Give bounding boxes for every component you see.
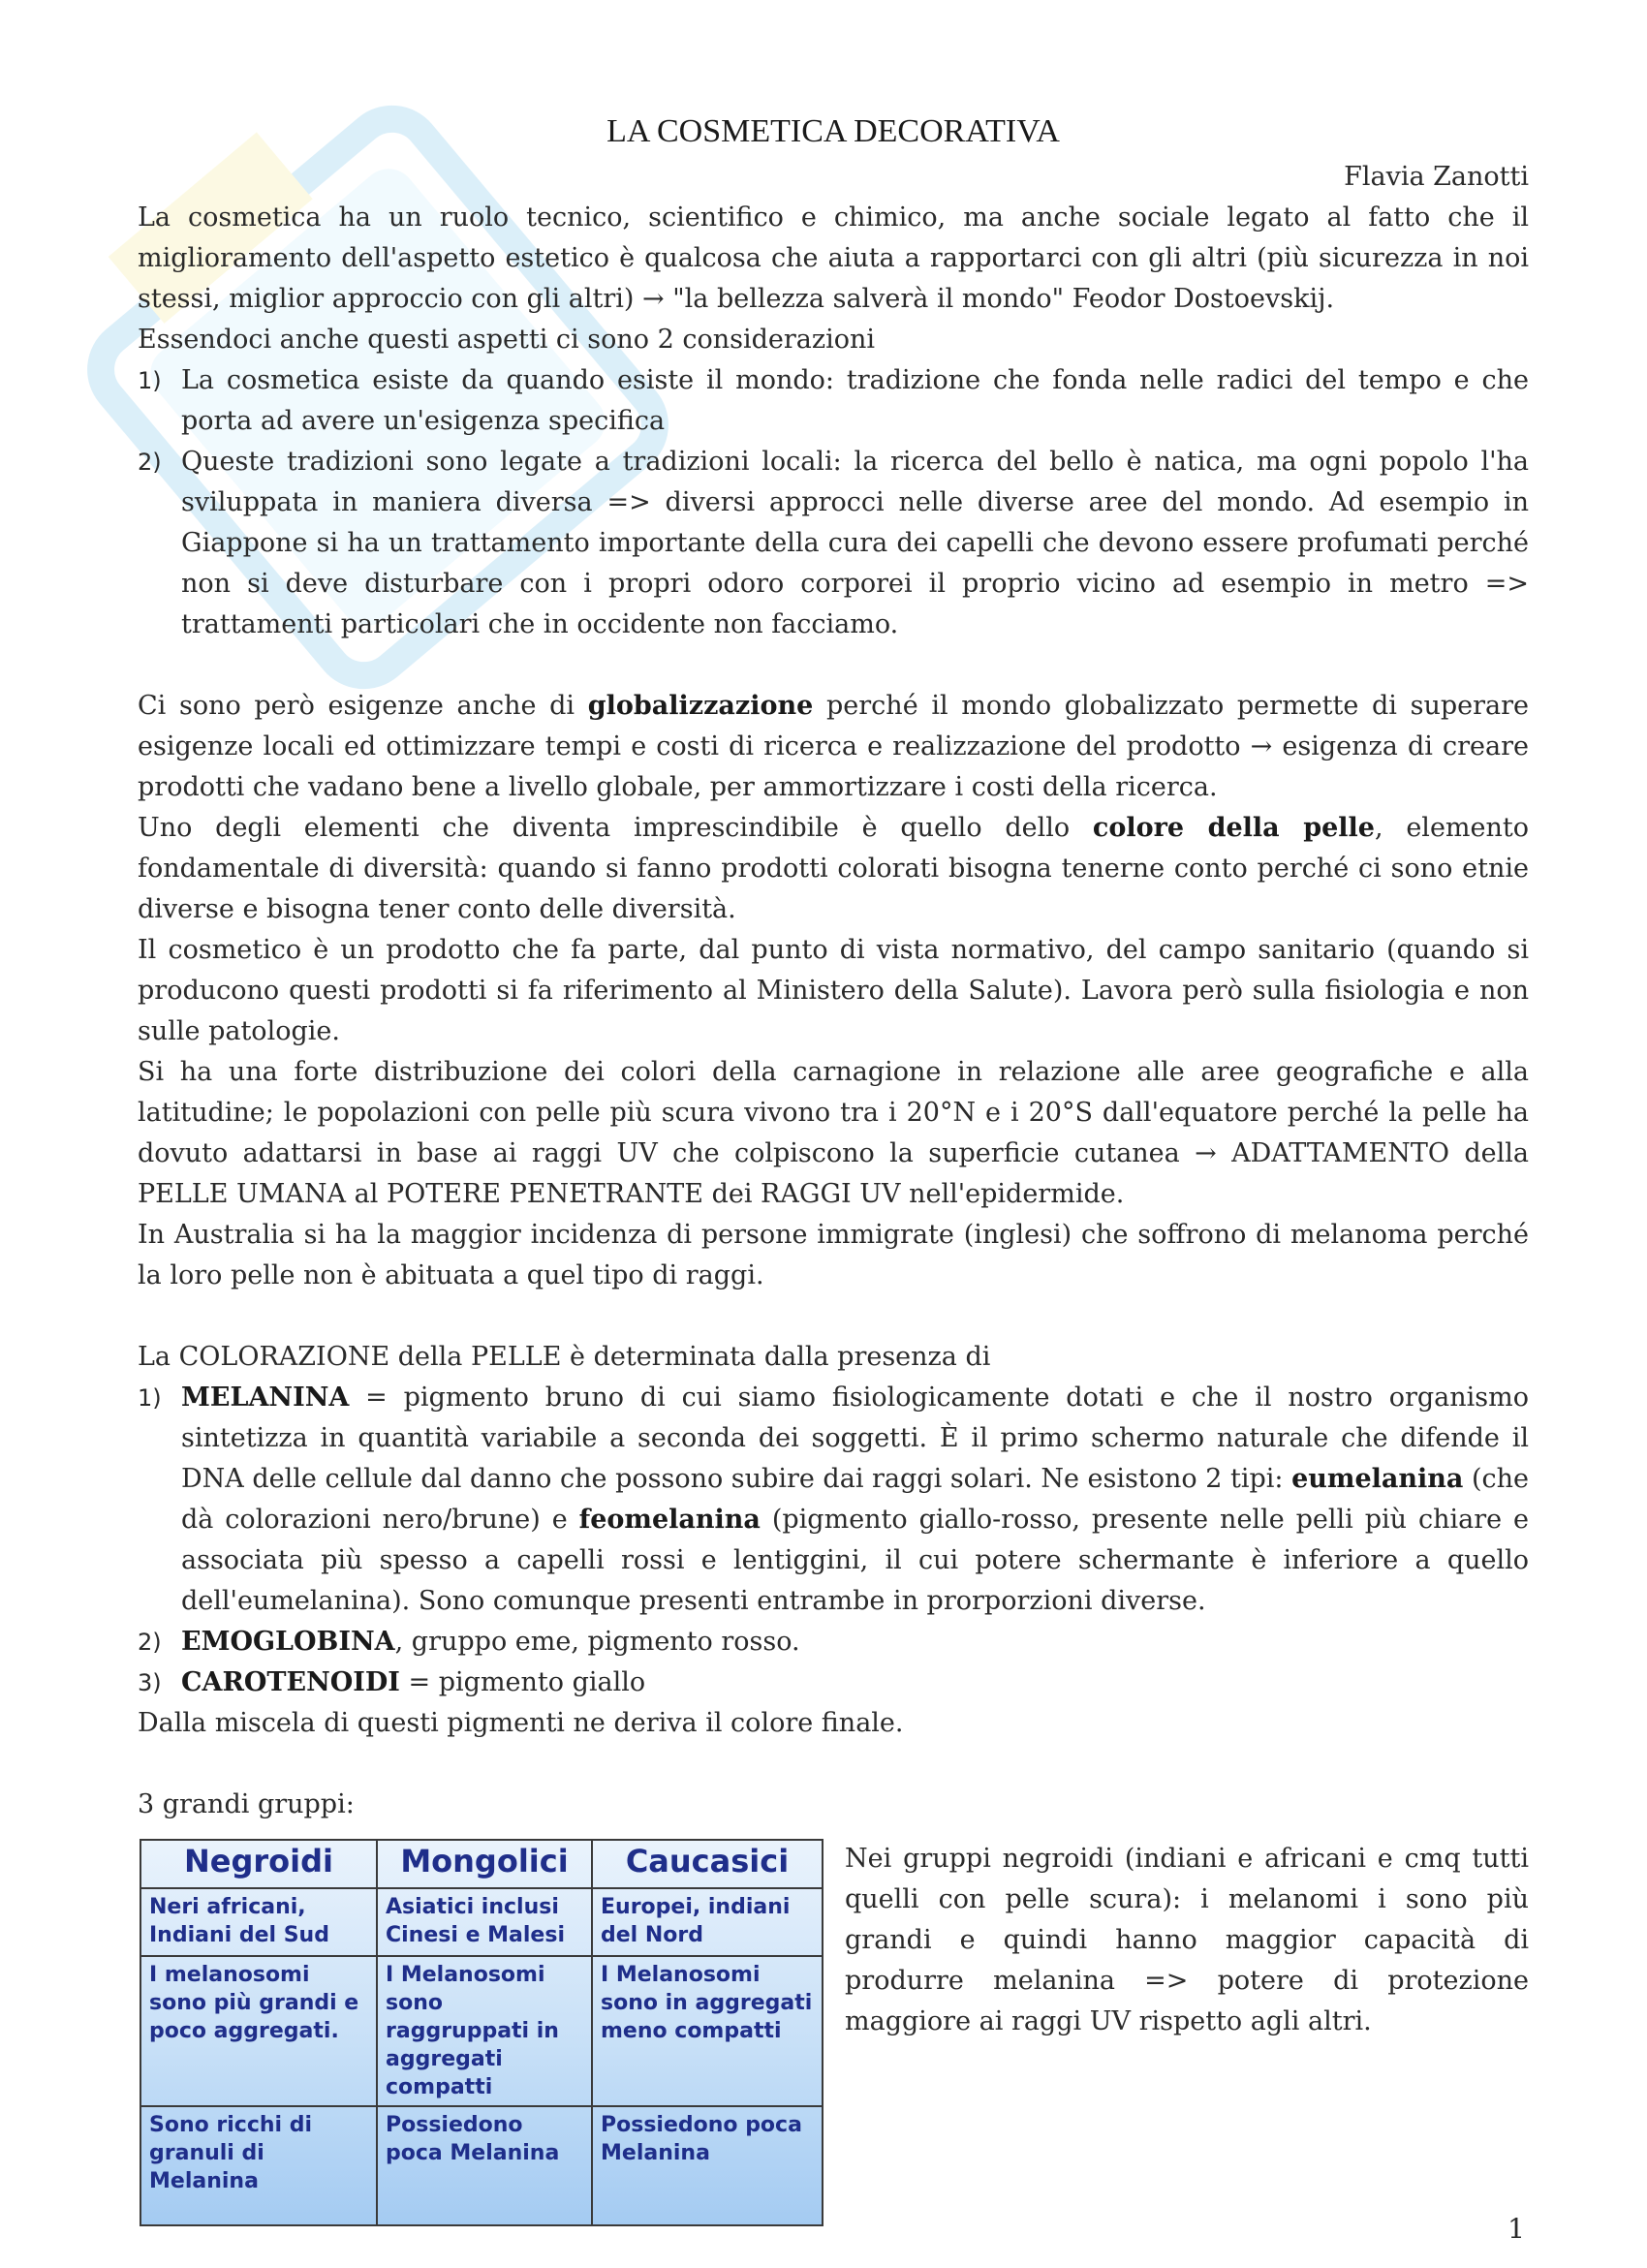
column-header: Mongolici	[377, 1840, 592, 1888]
bold-term: CAROTENOIDI	[181, 1667, 400, 1697]
table-row	[140, 1956, 823, 2106]
document-page	[138, 109, 1529, 2226]
table-row	[140, 2106, 823, 2225]
pigments-list	[138, 1378, 1529, 1703]
groups-table	[140, 1839, 824, 2226]
coloration-intro: La COLORAZIONE della PELLE è determinata dalla presenza di	[138, 1342, 991, 1372]
page-title: LA COSMETICA DECORATIVA	[606, 113, 1060, 149]
table-cell: Europei, indiani del Nord	[592, 1888, 823, 1956]
intro-paragraph: La cosmetica ha un ruolo tecnico, scientifico e chimico, ma anche sociale legato al fatto che il miglioramento dell'aspetto estetico è qualcosa che aiuta a rapportarci con gli altri (più sicurezza in noi stessi, miglior approccio con gli altri) → "la bellezza salverà il mondo" Feodor Dostoevskij.	[138, 202, 1529, 314]
bold-term: feomelanina	[578, 1505, 761, 1535]
table-cell: I Melanosomi sono raggruppati in aggregati compatti	[377, 1956, 592, 2106]
considerations-intro: Essendoci anche questi aspetti ci sono 2 considerazioni	[138, 325, 876, 355]
coloration-outro: Dalla miscela di questi pigmenti ne deriva il colore finale.	[138, 1708, 904, 1738]
list-item-text: Queste tradizioni sono legate a tradizioni locali: la ricerca del bello è natica, ma ogni popolo l'ha sviluppata in maniera diversa => diversi approcci nelle diverse aree del mondo. Ad esempio in Giappone si ha un trattamento importante della cura dei capelli che devono essere profumati perché non si deve disturbare con i propri odoro corporei il proprio vicino ad esempio in metro => trattamenti particolari che in occidente non facciamo.	[181, 447, 1529, 639]
list-item-text: La cosmetica esiste da quando esiste il mondo: tradizione che fonda nelle radici del tempo e che porta ad avere un'esigenza specifica	[181, 365, 1529, 436]
table-row	[140, 1888, 823, 1956]
table-cell: Asiatici inclusi Cinesi e Malesi	[377, 1888, 592, 1956]
list-number: 2)	[138, 449, 162, 476]
groups-side-text: Nei gruppi negroidi (indiani e africani e cmq tutti quelli con pelle scura): i melanomi i sono più grandi e quindi hanno maggior capacità di produrre melanina => potere di protezione maggiore ai raggi UV rispetto agli altri.	[845, 1844, 1529, 2036]
table-cell: Possiedono poca Melanina	[592, 2106, 823, 2225]
list-number: 1)	[138, 1384, 162, 1412]
table-header-row	[140, 1840, 823, 1888]
considerations-list	[138, 360, 1529, 645]
bold-term: globalizzazione	[587, 691, 814, 721]
table-cell: I Melanosomi sono in aggregati meno compatti	[592, 1956, 823, 2106]
list-item	[138, 442, 1529, 645]
bold-term: colore della pelle	[1092, 813, 1375, 843]
bold-term: eumelanina	[1291, 1464, 1464, 1494]
groups-section	[138, 1839, 1529, 2226]
table-cell: Sono ricchi di granuli di Melanina	[140, 2106, 377, 2225]
table-cell: I melanosomi sono più grandi e poco aggregati.	[140, 1956, 377, 2106]
groups-heading: 3 grandi gruppi:	[138, 1789, 355, 1819]
globalization-paragraph: Ci sono però esigenze anche di globalizzazione perché il mondo globalizzato permette di superare esigenze locali ed ottimizzare tempi e costi di ricerca e realizzazione del prodotto → esigenza di creare prodotti che vadano bene a livello globale, per ammortizzare i costi della ricerca.	[138, 691, 1529, 802]
table-cell: Neri africani, Indiani del Sud	[140, 1888, 377, 1956]
list-number: 3)	[138, 1669, 162, 1696]
australia-paragraph: In Australia si ha la maggior incidenza di persone immigrate (inglesi) che soffrono di melanoma perché la loro pelle non è abituata a quel tipo di raggi.	[138, 1220, 1529, 1290]
list-item: 1) MELANINA = pigmento bruno di cui siamo fisiologicamente dotati e che il nostro organismo sintetizza in quantità variabile a seconda dei soggetti. È il primo schermo naturale che difende il DNA delle cellule dal danno che possono subire dai raggi solari. Ne esistono 2 tipi: eumelanina (che dà colorazioni nero/brune) e feomelanina (pigmento giallo-rosso, presente nelle pelli più chiare e associata più spesso a capelli rossi e lentiggini, il cui potere schermante è inferiore a quello dell'eumelanina). Sono comunque presenti entrambe in prorporzioni diverse.	[138, 1378, 1529, 1622]
column-header: Caucasici	[592, 1840, 823, 1888]
bold-term: EMOGLOBINA	[181, 1627, 395, 1657]
list-item: 2) EMOGLOBINA, gruppo eme, pigmento rosso.	[138, 1622, 1529, 1662]
page-number: 1	[1507, 2213, 1525, 2245]
table-cell: Possiedono poca Melanina	[377, 2106, 592, 2225]
list-number: 2)	[138, 1629, 162, 1656]
list-item: 3) CAROTENOIDI = pigmento giallo	[138, 1662, 1529, 1703]
skin-color-paragraph: Uno degli elementi che diventa imprescindibile è quello dello colore della pelle, elemento fondamentale di diversità: quando si fanno prodotti colorati bisogna tenerne conto perché ci sono etnie diverse e bisogna tener conto delle diversità.	[138, 813, 1529, 924]
list-item	[138, 360, 1529, 442]
list-number: 1)	[138, 367, 162, 394]
author-name: Flavia Zanotti	[1344, 162, 1529, 192]
bold-term: MELANINA	[181, 1383, 350, 1413]
distribution-paragraph: Si ha una forte distribuzione dei colori della carnagione in relazione alle aree geografiche e alla latitudine; le popolazioni con pelle più scura vivono tra i 20°N e i 20°S dall'equatore perché la pelle ha dovuto adattarsi in base ai raggi UV che colpiscono la superficie cutanea → ADATTAMENTO della PELLE UMANA al POTERE PENETRANTE dei RAGGI UV nell'epidermide.	[138, 1057, 1529, 1209]
column-header: Negroidi	[140, 1840, 377, 1888]
regulation-paragraph: Il cosmetico è un prodotto che fa parte, dal punto di vista normativo, del campo sanitario (quando si producono questi prodotti si fa riferimento al Ministero della Salute). Lavora però sulla fisiologia e non sulle patologie.	[138, 935, 1529, 1046]
